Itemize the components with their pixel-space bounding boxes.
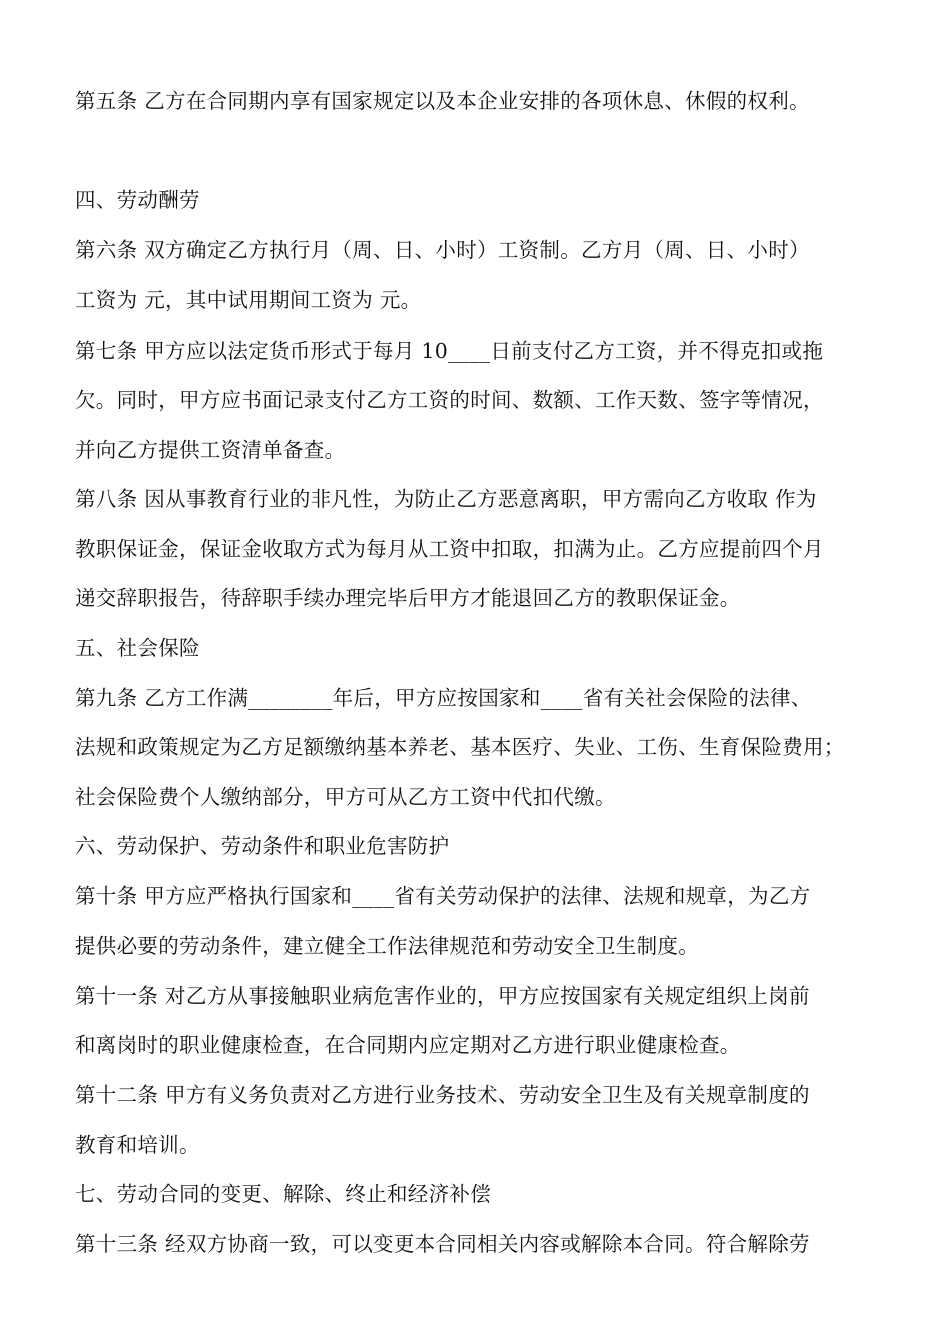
article-6-text-line-1: 第六条 双方确定乙方执行月（周、日、小时）工资制。乙方月（周、日、小时） [75, 238, 810, 262]
article-7-text-line-3: 并向乙方提供工资清单备查。 [75, 438, 346, 462]
section-6-heading: 六、劳动保护、劳动条件和职业危害防护 [75, 834, 450, 858]
article-8-text-line-3: 递交辞职报告，待辞职手续办理完毕后甲方才能退回乙方的教职保证金。 [75, 586, 741, 610]
article-6-text-line-2: 工资为 元，其中试用期间工资为 元。 [75, 288, 422, 312]
article-7-text-line-1: 第七条 甲方应以法定货币形式于每月 10____日前支付乙方工资，并不得克扣或拖 [75, 339, 824, 363]
article-5-text: 第五条 乙方在合同期内享有国家规定以及本企业安排的各项休息、休假的权利。 [75, 89, 810, 113]
article-8-text-line-2: 教职保证金，保证金收取方式为每月从工资中扣取，扣满为止。乙方应提前四个月 [75, 537, 824, 561]
article-11-text-line-2: 和离岗时的职业健康检查，在合同期内应定期对乙方进行职业健康检查。 [75, 1033, 741, 1057]
article-12-text-line-1: 第十二条 甲方有义务负责对乙方进行业务技术、劳动安全卫生及有关规章制度的 [75, 1083, 810, 1107]
article-8-text-line-1: 第八条 因从事教育行业的非凡性，为防止乙方恶意离职，甲方需向乙方收取 作为 [75, 487, 817, 511]
article-9-text-line-1: 第九条 乙方工作满________年后，甲方应按国家和____省有关社会保险的法律、 [75, 686, 812, 710]
section-5-heading: 五、社会保险 [75, 636, 200, 660]
article-10-text-line-2: 提供必要的劳动条件，建立健全工作法律规范和劳动安全卫生制度。 [75, 934, 699, 958]
section-4-heading: 四、劳动酬劳 [75, 188, 200, 212]
article-9-text-line-2: 法规和政策规定为乙方足额缴纳基本养老、基本医疗、失业、工伤、生育保险费用； [75, 735, 845, 759]
article-13-text-line-1: 第十三条 经双方协商一致，可以变更本合同相关内容或解除本合同。符合解除劳 [75, 1232, 810, 1256]
article-9-text-line-3: 社会保险费个人缴纳部分，甲方可从乙方工资中代扣代缴。 [75, 785, 616, 809]
article-7-text-line-2: 欠。同时，甲方应书面记录支付乙方工资的时间、数额、工作天数、签字等情况， [75, 388, 824, 412]
section-7-heading: 七、劳动合同的变更、解除、终止和经济补偿 [75, 1182, 491, 1206]
article-11-text-line-1: 第十一条 对乙方从事接触职业病危害作业的，甲方应按国家有关规定组织上岗前 [75, 984, 810, 1008]
article-12-text-line-2: 教育和培训。 [75, 1133, 200, 1157]
article-10-text-line-1: 第十条 甲方应严格执行国家和____省有关劳动保护的法律、法规和规章，为乙方 [75, 884, 811, 908]
